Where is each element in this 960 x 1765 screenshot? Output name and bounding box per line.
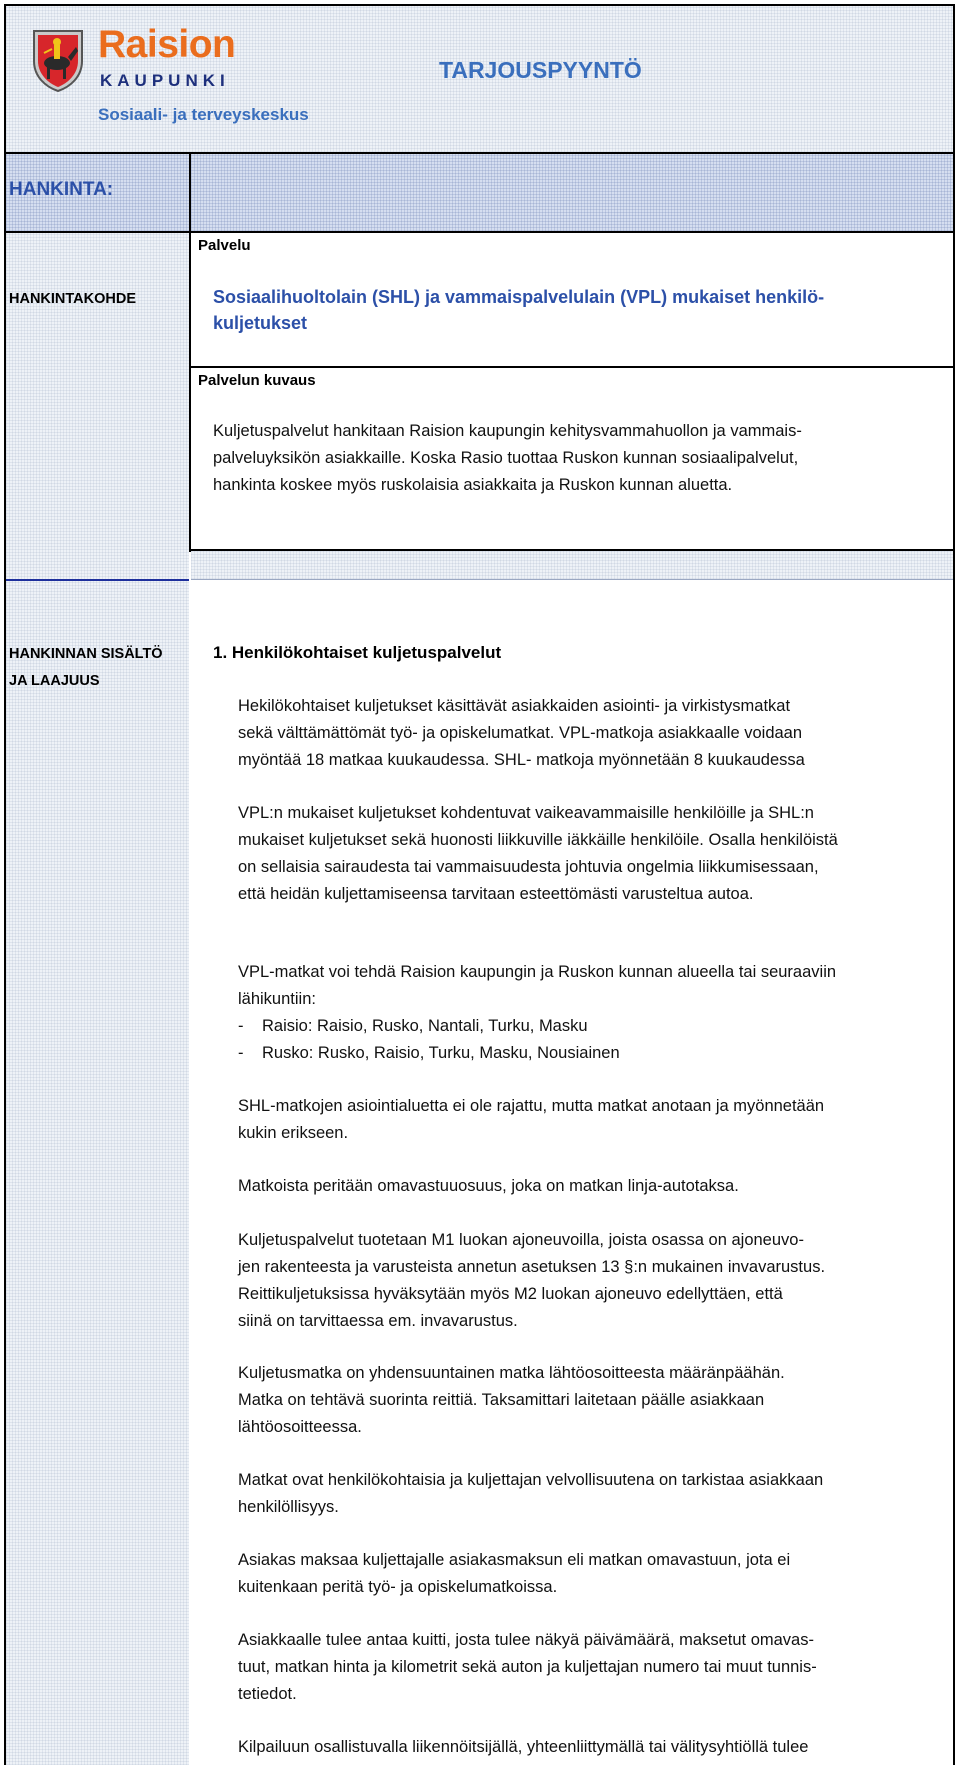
list-item-text: Raisio: Raisio, Rusko, Nantali, Turku, Masku <box>262 1017 588 1035</box>
paragraph: Kuljetusmatka on yhdensuuntainen matka lähtöosoitteesta määränpäähän. Matka on tehtävä suorinta reittiä. Taksamittari laitetaan päälle asiakkaan lähtöosoitteessa. <box>238 1364 785 1436</box>
section-heading: 1. Henkilökohtaiset kuljetuspalvelut <box>213 643 502 662</box>
department-name: Sosiaali- ja terveyskeskus <box>98 105 309 124</box>
list-item-text: Rusko: Rusko, Raisio, Turku, Masku, Nousiainen <box>262 1044 620 1062</box>
paragraph: VPL:n mukaiset kuljetukset kohdentuvat vaikeavammaisille henkilöille ja SHL:n mukaiset kuljetukset sekä huonosti liikkuville iäkkäille henkilöile. Osalla henkilöistä on sellaisia sairaudesta tai vammaisuudesta johtuvia ongelmia liikkumisessaan, että heidän kuljettamiseensa tarvitaan esteettömästi varusteltua autoa. <box>238 804 838 903</box>
service-description: Kuljetuspalvelut hankitaan Raision kaupungin kehitysvammahuollon ja vammais- palveluyksikön asiakkaille. Koska Rasio tuottaa Ruskon kunnan sosiaalipalvelut, hankinta koskee myös ruskolaisia asiakkaita ja Ruskon kunnan aluetta. <box>213 422 802 494</box>
logo-subtitle: KAUPUNKI <box>100 71 230 90</box>
paragraph: VPL-matkat voi tehdä Raision kaupungin ja Ruskon kunnan alueella tai seuraaviin lähikuntiin: <box>238 963 837 1008</box>
sisalto-label: HANKINNAN SISÄLTÖ JA LAAJUUS <box>9 646 163 689</box>
dash-bullet: - <box>238 1017 244 1035</box>
paragraph: Kilpailuun osallistuvalla liikennöitsijällä, yhteenliittymällä tai välitysyhtiöllä tulee <box>238 1738 809 1756</box>
sub-header-palvelu: Palvelu <box>198 237 251 254</box>
hankinta-label: HANKINTA: <box>9 179 114 200</box>
paragraph: Hekilökohtaiset kuljetukset käsittävät asiakkaiden asiointi- ja virkistysmatkat sekä välttämättömät työ- ja opiskelumatkat. VPL-matkoja asiakkaalle voidaan myöntää 18 matkaa kuukaudessa. SHL- matkoja myönnetään 8 kuukaudessa <box>238 697 805 769</box>
dash-bullet: - <box>238 1044 244 1062</box>
paragraph: Asiakkaalle tulee antaa kuitti, josta tulee näkyä päivämäärä, maksetut omavas- tuut, matkan hinta ja kilometrit sekä auton ja kuljettajan numero tai muut tunnis- tetiedot. <box>238 1631 817 1703</box>
logo-wordmark: Raision <box>98 23 236 66</box>
paragraph: SHL-matkojen asiointialuetta ei ole rajattu, mutta matkat anotaan ja myönnetään kukin erikseen. <box>238 1097 825 1142</box>
paragraph: Matkoista peritään omavastuuosuus, joka on matkan linja-autotaksa. <box>238 1177 739 1195</box>
paragraph: Kuljetuspalvelut tuotetaan M1 luokan ajoneuvoilla, joista osassa on ajoneuvo- jen rakenteesta ja varusteista annetun asetuksen 13 §:n mukainen invavarustus. Reittikuljetuksissa hyväksytään myös M2 luokan ajoneuvo edellyttäen, että siinä on tarvittaessa em. invavarustus. <box>238 1231 826 1330</box>
paragraph: Matkat ovat henkilökohtaisia ja kuljettajan velvollisuutena on tarkistaa asiakkaan henkilöllisyys. <box>238 1471 824 1516</box>
paragraph: Asiakas maksaa kuljettajalle asiakasmaksun eli matkan omavastuun, jota ei kuitenkaan peritä työ- ja opiskelumatkoissa. <box>238 1551 791 1596</box>
sub-header-kuvaus: Palvelun kuvaus <box>198 372 316 389</box>
hankintakohde-label: HANKINTAKOHDE <box>9 291 137 307</box>
service-name: Sosiaalihuoltolain (SHL) ja vammaispalvelulain (VPL) mukaiset henkilö- kuljetukset <box>213 287 825 333</box>
document-title: TARJOUSPYYNTÖ <box>439 57 642 83</box>
page-frame <box>4 4 955 1765</box>
